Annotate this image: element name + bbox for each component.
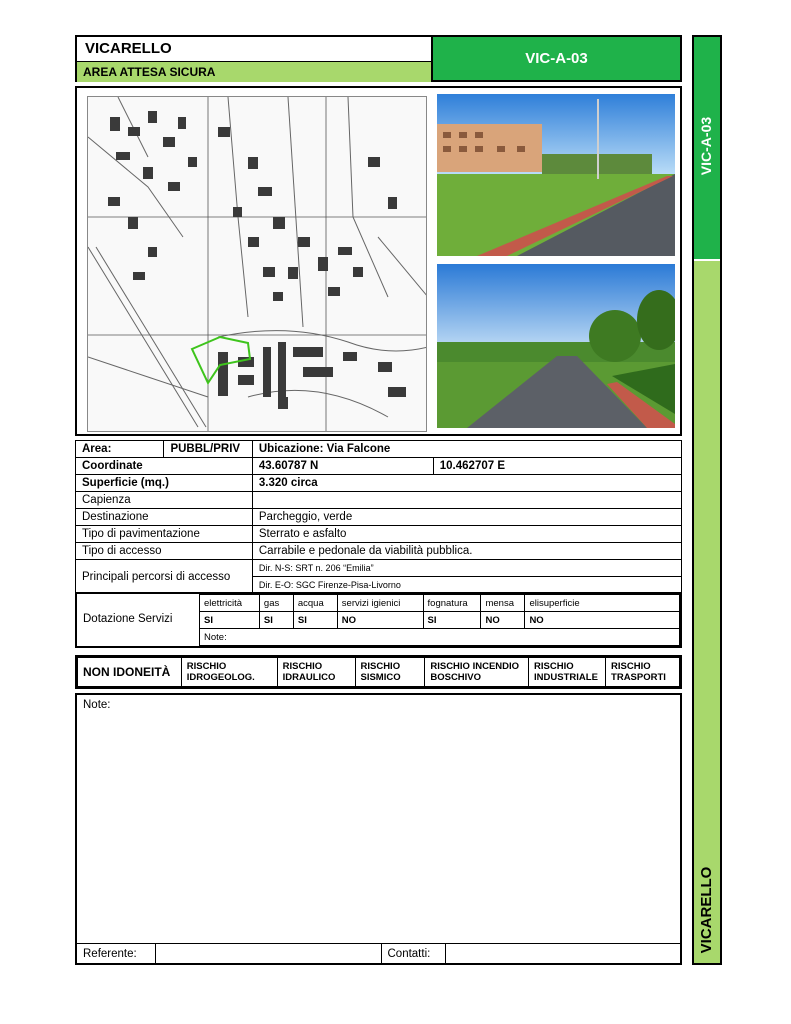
rischio-trasporti: RISCHIO TRASPORTI (606, 658, 680, 687)
servizio-header: servizi igienici (337, 595, 423, 612)
destinazione-value: Parcheggio, verde (252, 509, 681, 526)
servizio-header: mensa (481, 595, 525, 612)
location-title: VICARELLO (85, 40, 172, 57)
capienza-label: Capienza (76, 492, 253, 509)
notes-label: Note: (83, 699, 111, 711)
superficie-label: Superficie (mq.) (76, 475, 253, 492)
pavimentazione-label: Tipo di pavimentazione (76, 526, 253, 543)
contatti-field[interactable] (445, 944, 680, 964)
header (75, 35, 682, 82)
servizio-value: NO (337, 612, 423, 629)
servizio-header: acqua (293, 595, 337, 612)
longitude: 10.462707 E (433, 458, 681, 475)
servizio-value: SI (259, 612, 293, 629)
rischio-idrogeologico: RISCHIO IDROGEOLOG. (181, 658, 277, 687)
coordinate-label: Coordinate (76, 458, 253, 475)
rischio-industriale: RISCHIO INDUSTRIALE (529, 658, 606, 687)
side-bar (692, 35, 722, 965)
servizi-section (75, 592, 682, 648)
footer-row (77, 943, 680, 963)
street-photo-2 (437, 264, 675, 428)
capienza-value (252, 492, 681, 509)
area-code: VIC-A-03 (431, 37, 680, 80)
contatti-label: Contatti: (381, 944, 445, 964)
servizio-value: NO (525, 612, 680, 629)
servizi-label: Dotazione Servizi (83, 613, 173, 625)
servizio-value: SI (200, 612, 260, 629)
area-value: PUBBL/PRIV (164, 441, 252, 458)
non-idoneita-section (75, 655, 682, 689)
pavimentazione-value: Sterrato e asfalto (252, 526, 681, 543)
cadastral-map (87, 96, 427, 432)
destinazione-label: Destinazione (76, 509, 253, 526)
side-location-name: VICARELLO (698, 866, 715, 954)
latitude: 43.60787 N (252, 458, 433, 475)
servizi-note: Note: (200, 629, 680, 646)
street-photo-1 (437, 94, 675, 256)
rischio-sismico: RISCHIO SISMICO (355, 658, 425, 687)
servizio-value: SI (423, 612, 481, 629)
area-type-subtitle: AREA ATTESA SICURA (77, 61, 431, 82)
servizio-value: NO (481, 612, 525, 629)
info-table (75, 440, 682, 594)
servizio-header: elettricità (200, 595, 260, 612)
referente-field[interactable] (155, 944, 381, 964)
non-idoneita-label: NON IDONEITÀ (78, 658, 182, 687)
accesso-value: Carrabile e pedonale da viabilità pubblica. (252, 543, 681, 560)
superficie-value: 3.320 circa (252, 475, 681, 492)
servizio-header: fognatura (423, 595, 481, 612)
percorsi-label: Principali percorsi di accesso (76, 560, 253, 594)
rischio-idraulico: RISCHIO IDRAULICO (277, 658, 355, 687)
percorso-ns: Dir. N-S: SRT n. 206 “Emilia” (252, 560, 681, 577)
images-panel (75, 86, 682, 436)
ubicazione: Ubicazione: Via Falcone (252, 441, 681, 458)
accesso-label: Tipo di accesso (76, 543, 253, 560)
percorso-eo: Dir. E-O: SGC Firenze-Pisa-Livorno (252, 577, 681, 594)
notes-section (75, 693, 682, 965)
rischio-incendio-boschivo: RISCHIO INCENDIO BOSCHIVO (425, 658, 529, 687)
side-area-code: VIC-A-03 (698, 116, 714, 176)
servizio-header: gas (259, 595, 293, 612)
servizi-table (199, 594, 680, 646)
area-label: Area: (76, 441, 164, 458)
referente-label: Referente: (77, 944, 155, 964)
servizio-value: SI (293, 612, 337, 629)
servizio-header: elisuperficie (525, 595, 680, 612)
non-idoneita-table (77, 657, 680, 687)
